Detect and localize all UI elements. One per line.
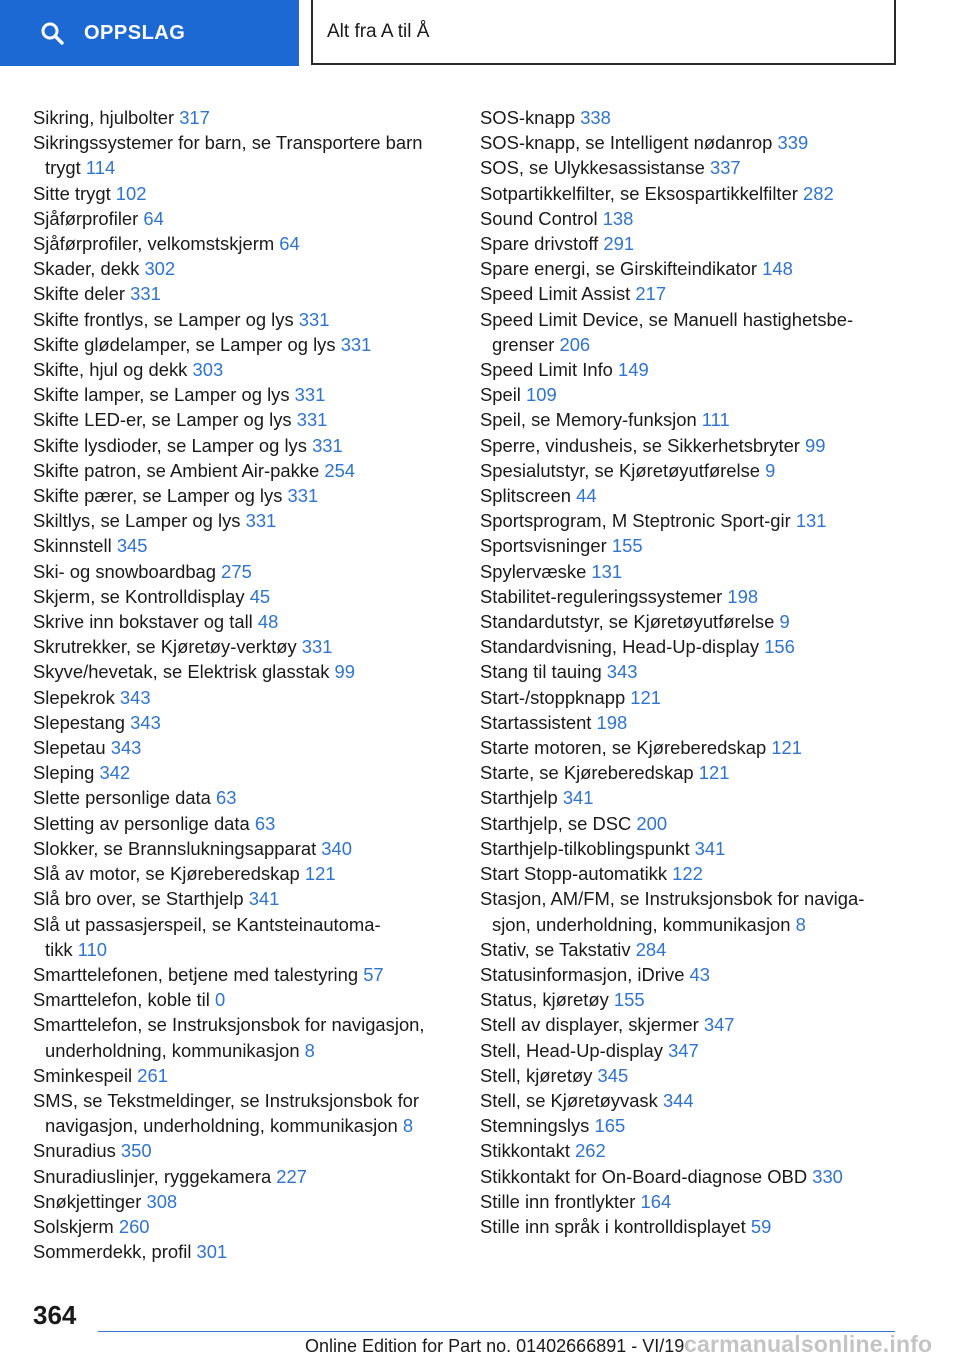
index-entry <box>33 433 453 458</box>
section-title: Alt fra A til Å <box>327 20 430 42</box>
index-page-link[interactable]: 331 <box>301 636 333 658</box>
index-page-link[interactable]: 155 <box>613 989 645 1011</box>
index-entry <box>33 206 453 231</box>
index-page-link[interactable]: 63 <box>254 812 276 834</box>
index-entry-text: Skiltlys, se Lamper og lys <box>33 510 246 532</box>
index-entry <box>33 1164 453 1189</box>
index-entry-text: Slepekrok <box>33 686 120 708</box>
index-entry-text: Skifte patron, se Ambient Air-pakke <box>33 459 325 481</box>
index-entry <box>33 332 453 357</box>
index-entry <box>33 609 453 634</box>
index-page-link[interactable]: 347 <box>668 1039 699 1061</box>
index-page-link[interactable]: 291 <box>603 233 635 255</box>
index-page-link[interactable]: 165 <box>594 1115 626 1137</box>
index-entry-text: Starthjelp-tilkoblingspunkt <box>480 837 695 859</box>
index-entry-text: Speil, se Memory-funksjon <box>480 409 702 431</box>
index-page-link[interactable]: 284 <box>635 938 667 960</box>
index-page-link[interactable]: 198 <box>727 585 759 607</box>
index-entry <box>480 886 900 936</box>
index-entry-text: Smarttelefonen, betjene med talestyring <box>33 963 364 985</box>
index-entry-text: Stemningslys <box>480 1115 595 1137</box>
index-entry-text: Stell av displayer, skjermer <box>480 1014 704 1036</box>
index-page-link[interactable]: 110 <box>77 938 108 960</box>
index-entry-text: Skifte glødelamper, se Lamper og lys <box>33 333 341 355</box>
index-page-link[interactable]: 109 <box>526 384 557 406</box>
index-entry-text: Sletting av personlige data <box>33 812 255 834</box>
index-page-link[interactable]: 343 <box>606 661 638 683</box>
footer-edition: Online Edition for Part no. 01402666891 - VI/19 <box>305 1336 685 1356</box>
index-entry <box>33 1214 453 1239</box>
index-entry-text: Smarttelefon, se Instruksjonsbok for navigasjon, <box>33 1014 425 1036</box>
index-entry <box>480 483 900 508</box>
index-entry <box>480 1038 900 1063</box>
index-entry <box>33 634 453 659</box>
index-entry <box>480 1063 900 1088</box>
index-entry-text: Skinnstell <box>33 535 117 557</box>
index-entry-text: Sitte trygt <box>33 182 116 204</box>
index-entry <box>480 508 900 533</box>
index-entry-text: Skifte lamper, se Lamper og lys <box>33 384 295 406</box>
index-entry <box>33 685 453 710</box>
index-page-link[interactable]: 345 <box>597 1064 629 1086</box>
index-page-link[interactable]: 149 <box>618 359 649 381</box>
index-entry-text: Skjerm, se Kontrolldisplay <box>33 585 250 607</box>
index-page-link[interactable]: 48 <box>257 611 279 633</box>
index-page-link[interactable]: 114 <box>85 157 116 179</box>
index-column-right <box>480 105 900 1239</box>
index-page-link[interactable]: 148 <box>762 258 793 280</box>
index-entry-text: Skrive inn bokstaver og tall <box>33 611 258 633</box>
index-entry-text: underholdning, kommunikasjon 8 <box>45 1039 315 1061</box>
index-entry <box>480 231 900 256</box>
index-entry <box>480 937 900 962</box>
index-entry <box>480 659 900 684</box>
index-entry-text: Smarttelefon, koble til <box>33 989 215 1011</box>
index-entry-text: Status, kjøretøy <box>480 989 614 1011</box>
index-page-link[interactable]: 131 <box>795 510 827 532</box>
index-page-link[interactable]: 342 <box>99 762 131 784</box>
index-page-link[interactable]: 343 <box>119 686 151 708</box>
index-page-link[interactable]: 0 <box>214 989 226 1011</box>
index-page-link[interactable]: 338 <box>580 107 611 128</box>
index-page-link[interactable]: 102 <box>115 182 147 204</box>
index-entry-text: Skader, dekk <box>33 258 145 280</box>
index-entry <box>480 256 900 281</box>
index-entry-text: SOS-knapp, se Intelligent nødanrop <box>480 132 778 154</box>
index-entry <box>33 181 453 206</box>
index-page-link[interactable]: 302 <box>144 258 176 280</box>
index-page-link[interactable]: 341 <box>562 787 594 809</box>
index-entry-text: Sportsprogram, M Steptronic Sport-gir <box>480 510 796 532</box>
index-entry-text: Sminkespeil <box>33 1064 138 1086</box>
section-title-tab[interactable] <box>311 0 896 65</box>
index-page-link[interactable]: 8 <box>304 1039 315 1061</box>
index-entry <box>480 811 900 836</box>
index-entry-text: Start Stopp-automatikk <box>480 863 673 885</box>
index-page-link[interactable]: 343 <box>130 711 161 733</box>
index-entry-text: Snuradiuslinjer, ryggekamera <box>33 1165 277 1187</box>
index-entry <box>33 1063 453 1088</box>
index-entry-text: Sjåførprofiler <box>33 207 144 229</box>
index-entry <box>33 105 453 130</box>
index-entry <box>480 1113 900 1138</box>
index-entry-text: sjon, underholdning, kommunikasjon 8 <box>492 913 806 935</box>
index-entry-text: Slette personlige data <box>33 787 217 809</box>
index-page-link[interactable]: 64 <box>143 207 164 229</box>
index-entry-text: Stikkontakt <box>480 1140 576 1162</box>
index-page-link[interactable]: 282 <box>802 182 834 204</box>
index-page-link[interactable]: 57 <box>363 963 384 985</box>
index-entry-text: Speed Limit Device, se Manuell hastighetsbe- <box>480 308 854 330</box>
index-page-link[interactable]: 331 <box>298 308 330 330</box>
index-entry-text: Spylervæske <box>480 560 592 582</box>
index-entry <box>480 785 900 810</box>
index-entry-text: Starthjelp, se DSC <box>480 812 637 834</box>
index-page-link[interactable]: 345 <box>116 535 148 557</box>
index-entry <box>33 307 453 332</box>
index-entry-text: Ski- og snowboardbag <box>33 560 222 582</box>
index-entry <box>480 559 900 584</box>
index-page-link[interactable]: 121 <box>630 686 661 708</box>
index-entry <box>33 256 453 281</box>
index-entry <box>480 710 900 735</box>
index-page-link[interactable]: 261 <box>137 1064 168 1086</box>
index-entry <box>33 508 453 533</box>
index-page-link[interactable]: 131 <box>591 560 623 582</box>
index-entry-text: Sperre, vindusheis, se Sikkerhetsbryter <box>480 434 806 456</box>
index-page-link[interactable]: 260 <box>118 1215 150 1237</box>
index-entry <box>480 1164 900 1189</box>
index-entry-text: Splitscreen <box>480 485 577 507</box>
index-page-link[interactable]: 343 <box>110 737 142 759</box>
index-page-link[interactable]: 337 <box>709 157 741 179</box>
index-page-link[interactable]: 340 <box>321 837 352 859</box>
index-page-link[interactable]: 308 <box>146 1190 178 1212</box>
index-page-link[interactable]: 121 <box>304 863 336 885</box>
index-entry <box>33 886 453 911</box>
search-icon <box>40 21 64 45</box>
index-entry-text: Stang til tauing <box>480 661 607 683</box>
index-entry <box>33 382 453 407</box>
index-entry <box>480 382 900 407</box>
index-entry <box>480 1012 900 1037</box>
index-entry <box>33 861 453 886</box>
index-page-link[interactable]: 331 <box>287 485 319 507</box>
index-page-link[interactable]: 156 <box>764 636 795 658</box>
index-entry <box>33 1189 453 1214</box>
index-entry-text: trygt 114 <box>45 157 116 179</box>
index-entry <box>33 785 453 810</box>
index-entry <box>33 533 453 558</box>
index-entry <box>33 1138 453 1163</box>
index-entry <box>480 206 900 231</box>
index-entry <box>33 710 453 735</box>
index-entry-text: Speed Limit Assist <box>480 283 636 305</box>
index-entry-text: grenser 206 <box>492 333 591 355</box>
index-page-link[interactable]: 198 <box>596 711 628 733</box>
index-page-link[interactable]: 331 <box>340 333 372 355</box>
index-entry-text: Slå av motor, se Kjøreberedskap <box>33 863 305 885</box>
index-entry-text: Sjåførprofiler, velkomstskjerm <box>33 233 280 255</box>
index-page-link[interactable]: 122 <box>672 863 703 885</box>
index-entry-text: Slå bro over, se Starthjelp <box>33 888 249 910</box>
index-page-link[interactable]: 45 <box>249 585 271 607</box>
index-entry-text: Stille inn frontlykter <box>480 1190 641 1212</box>
index-entry-text: Stell, se Kjøretøyvask <box>480 1089 663 1111</box>
index-entry <box>480 584 900 609</box>
index-entry <box>480 987 900 1012</box>
index-entry <box>480 281 900 306</box>
index-entry <box>33 1239 453 1264</box>
index-entry <box>33 231 453 256</box>
index-page-link[interactable]: 121 <box>771 737 803 759</box>
index-page-link[interactable]: 63 <box>216 787 237 809</box>
index-entry-text: Stabilitet-reguleringssystemer <box>480 585 728 607</box>
index-entry <box>33 357 453 382</box>
index-entry-text: Slepestang <box>33 711 131 733</box>
index-entry <box>480 962 900 987</box>
index-entry <box>33 836 453 861</box>
index-entry-text: Standardvisning, Head-Up-display <box>480 636 765 658</box>
index-entry <box>480 130 900 155</box>
index-entry-text: Speil <box>480 384 527 406</box>
index-entry-text: Sound Control <box>480 207 603 229</box>
index-entry-text: Skifte, hjul og dekk <box>33 359 193 381</box>
index-entry-text: SMS, se Tekstmeldinger, se Instruksjonsbok for <box>33 1089 420 1111</box>
index-entry-text: Speed Limit Info <box>480 359 619 381</box>
index-page-link[interactable]: 301 <box>196 1241 228 1263</box>
index-page-link[interactable]: 44 <box>576 485 597 507</box>
index-entry-text: Spesialutstyr, se Kjøretøyutførelse <box>480 459 766 481</box>
index-entry-text: Stell, Head-Up-display <box>480 1039 669 1061</box>
index-page-link[interactable]: 111 <box>701 409 730 431</box>
index-entry-text: Stell, kjøretøy <box>480 1064 598 1086</box>
index-entry <box>33 281 453 306</box>
index-page-link[interactable]: 217 <box>635 283 667 305</box>
index-entry-text: Slepetau <box>33 737 111 759</box>
index-entry-text: Snøkjettinger <box>33 1190 147 1212</box>
index-entry <box>33 1012 453 1062</box>
index-entry-text: Starte motoren, se Kjøreberedskap <box>480 737 772 759</box>
index-page-link[interactable]: 138 <box>602 207 634 229</box>
index-entry <box>480 836 900 861</box>
index-entry-text: Skyve/hevetak, se Elektrisk glasstak <box>33 661 335 683</box>
index-entry <box>480 458 900 483</box>
index-entry-text: Starthjelp <box>480 787 563 809</box>
index-entry-text: Statusinformasjon, iDrive <box>480 963 690 985</box>
index-entry <box>480 634 900 659</box>
index-page-link[interactable]: 200 <box>636 812 668 834</box>
index-entry <box>33 130 453 180</box>
index-entry <box>33 559 453 584</box>
index-entry-text: Sportsvisninger <box>480 535 612 557</box>
index-entry <box>480 307 900 357</box>
index-entry <box>33 458 453 483</box>
index-entry-text: Skifte pærer, se Lamper og lys <box>33 485 288 507</box>
index-page-link[interactable]: 275 <box>221 560 252 582</box>
index-entry <box>33 659 453 684</box>
index-page-link[interactable]: 99 <box>334 661 355 683</box>
index-page-link[interactable]: 341 <box>248 888 280 910</box>
index-entry-text: Stasjon, AM/FM, se Instruksjonsbok for naviga- <box>480 888 865 910</box>
index-column-left <box>33 105 453 1264</box>
index-page-link[interactable]: 347 <box>703 1014 735 1036</box>
index-page-link[interactable]: 155 <box>611 535 643 557</box>
index-page-link[interactable]: 303 <box>192 359 224 381</box>
header <box>0 0 960 66</box>
index-page-link[interactable]: 9 <box>765 459 776 481</box>
index-entry-text: Snuradius <box>33 1140 121 1162</box>
index-page-link[interactable]: 344 <box>662 1089 694 1111</box>
index-entry-text: Skifte deler <box>33 283 131 305</box>
index-entry <box>480 1088 900 1113</box>
index-entry <box>33 483 453 508</box>
index-page-link[interactable]: 330 <box>812 1165 843 1187</box>
index-page-link[interactable]: 9 <box>779 611 790 633</box>
index-entry-text: Sleping <box>33 762 100 784</box>
index-entry <box>33 760 453 785</box>
index-entry <box>33 584 453 609</box>
index-page-link[interactable]: 8 <box>795 913 806 935</box>
search-tab[interactable] <box>0 0 299 66</box>
index-entry <box>480 1214 900 1239</box>
index-entry-text: tikk 110 <box>45 938 108 960</box>
index-entry-text: Stikkontakt for On-Board-diagnose OBD <box>480 1165 813 1187</box>
index-page-link[interactable]: 99 <box>805 434 826 456</box>
index-entry <box>33 912 453 962</box>
index-entry <box>480 407 900 432</box>
index-page-link[interactable]: 331 <box>245 510 277 532</box>
index-entry-text: SOS-knapp <box>480 107 581 128</box>
index-page-link[interactable]: 8 <box>402 1115 414 1137</box>
index-entry <box>480 1138 900 1163</box>
index-page-link[interactable]: 121 <box>698 762 730 784</box>
watermark: carmanualsonline.info <box>684 1331 933 1357</box>
index-page-link[interactable]: 331 <box>312 434 343 456</box>
index-entry-text: Solskjerm <box>33 1215 119 1237</box>
index-entry <box>480 861 900 886</box>
index-entry <box>480 760 900 785</box>
index-entry <box>480 1189 900 1214</box>
index-entry-text: Start-/stoppknapp <box>480 686 631 708</box>
index-page-link[interactable]: 331 <box>296 409 328 431</box>
index-entry <box>480 735 900 760</box>
index-entry-text: Slå ut passasjerspeil, se Kantsteinautoma- <box>33 913 381 935</box>
index-entry <box>33 962 453 987</box>
index-entry-text: Skifte LED-er, se Lamper og lys <box>33 409 297 431</box>
index-entry <box>480 105 900 130</box>
search-tab-label: OPPSLAG <box>84 21 186 44</box>
index-page-link[interactable]: 43 <box>689 963 710 985</box>
index-entry <box>480 433 900 458</box>
index-page-link[interactable]: 59 <box>750 1215 772 1237</box>
index-entry <box>480 533 900 558</box>
index-entry <box>33 407 453 432</box>
index-page-link[interactable]: 331 <box>130 283 161 305</box>
index-entry <box>480 181 900 206</box>
index-entry-text: Stille inn språk i kontrolldisplayet <box>480 1215 751 1237</box>
index-entry <box>480 357 900 382</box>
index-entry <box>480 685 900 710</box>
index-entry-text: Sommerdekk, profil <box>33 1241 197 1263</box>
index-entry <box>33 735 453 760</box>
index-page-link[interactable]: 254 <box>324 459 356 481</box>
index-entry-text: navigasjon, underholdning, kommunikasjon 8 <box>45 1115 414 1137</box>
index-page-link[interactable]: 206 <box>559 333 591 355</box>
index-entry-text: Standardutstyr, se Kjøretøyutførelse <box>480 611 780 633</box>
index-entry-text: Sotpartikkelfilter, se Eksospartikkelfilter <box>480 182 803 204</box>
index-page-link[interactable]: 339 <box>777 132 809 154</box>
index-entry <box>33 1088 453 1138</box>
index-entry-text: Skifte frontlys, se Lamper og lys <box>33 308 299 330</box>
index-entry <box>480 155 900 180</box>
index-entry-text: Sikringssystemer for barn, se Transportere barn <box>33 132 423 154</box>
index-page-link[interactable]: 262 <box>575 1140 606 1162</box>
index-entry-text: Spare drivstoff <box>480 233 604 255</box>
index-page-link[interactable]: 227 <box>276 1165 307 1187</box>
index-entry-text: Slokker, se Brannslukningsapparat <box>33 837 322 859</box>
index-entry <box>480 609 900 634</box>
page-number: 364 <box>33 1300 77 1330</box>
index-entry <box>33 811 453 836</box>
index-page-link[interactable]: 64 <box>279 233 300 255</box>
index-page-link[interactable]: 350 <box>120 1140 152 1162</box>
index-entry-text: SOS, se Ulykkesassistanse <box>480 157 710 179</box>
index-entry-text: Skifte lysdioder, se Lamper og lys <box>33 434 313 456</box>
index-entry <box>33 987 453 1012</box>
index-entry-text: Stativ, se Takstativ <box>480 938 636 960</box>
index-entry-text: Skrutrekker, se Kjøretøy-verktøy <box>33 636 302 658</box>
index-page-link[interactable]: 164 <box>640 1190 672 1212</box>
index-entry-text: Spare energi, se Girskifteindikator <box>480 258 763 280</box>
index-page-link[interactable]: 341 <box>694 837 726 859</box>
index-page-link[interactable]: 317 <box>179 107 210 128</box>
index-entry-text: Sikring, hjulbolter <box>33 107 180 128</box>
index-page-link[interactable]: 331 <box>294 384 326 406</box>
index-entry-text: Starte, se Kjøreberedskap <box>480 762 699 784</box>
index-entry-text: Startassistent <box>480 711 597 733</box>
